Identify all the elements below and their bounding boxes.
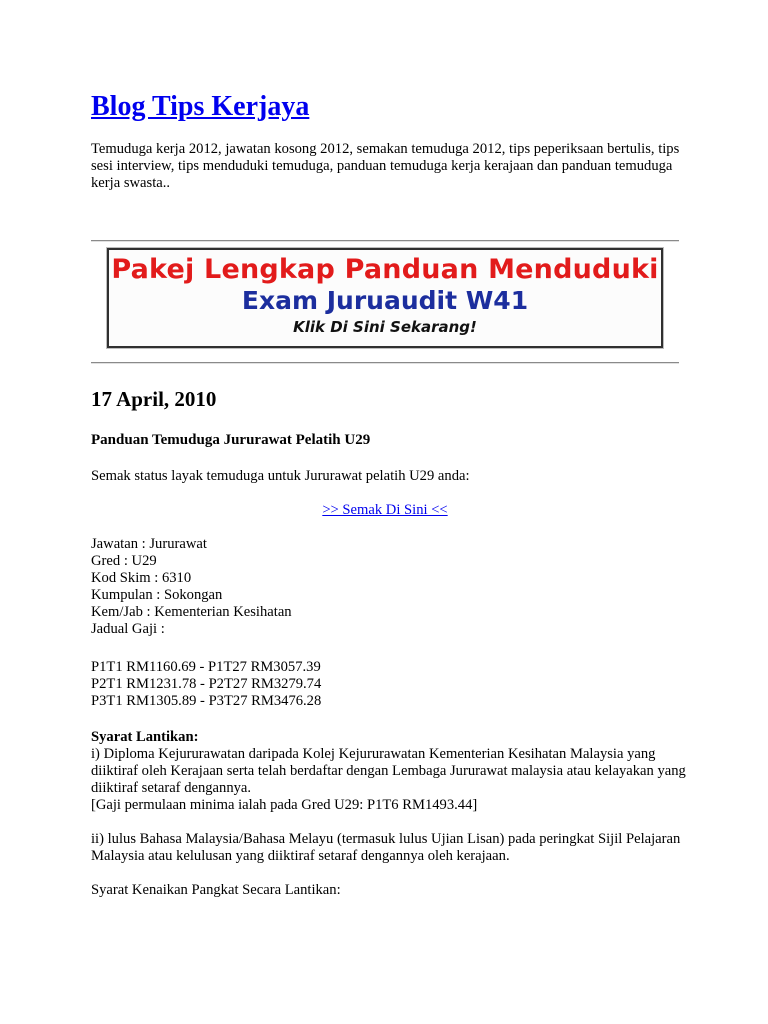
requirement-2: ii) lulus Bahasa Malaysia/Bahasa Melayu (termasuk lulus Ujian Lisan) pada peringkat Sijil Pelajaran Malaysia atau kelulusan yang diiktiraf setaraf dengannya oleh kerajaan. <box>91 831 681 864</box>
requirement-1-note: [Gaji permulaan minima ialah pada Gred U29: P1T6 RM1493.44] <box>91 797 478 813</box>
check-status-link[interactable]: >> Semak Di Sini << <box>322 502 448 518</box>
banner-line-3: Klik Di Sini Sekarang! <box>293 318 477 336</box>
fact-grade: Gred : U29 <box>91 553 157 569</box>
post-date: 17 April, 2010 <box>91 387 217 411</box>
divider-top <box>91 240 679 242</box>
check-link-paragraph <box>91 502 679 519</box>
fact-salary-table: Jadual Gaji : <box>91 621 165 637</box>
post-intro: Semak status layak temuduga untuk Jururawat pelatih U29 anda: <box>91 468 470 484</box>
job-facts <box>91 536 292 638</box>
requirements-section <box>91 729 691 814</box>
fact-position: Jawatan : Jururawat <box>91 536 207 552</box>
blog-title-link[interactable]: Blog Tips Kerjaya <box>91 91 310 122</box>
promo-banner[interactable] <box>107 248 663 348</box>
salary-row: P2T1 RM1231.78 - P2T27 RM3279.74 <box>91 676 322 692</box>
requirement-1: i) Diploma Kejururawatan daripada Kolej Kejururawatan Kementerian Kesihatan Malaysia yang diiktiraf oleh Kerajaan serta telah berdaftar dengan Lembaga Jururawat malaysia atau kelayakan yang diiktiraf setaraf dengannya. <box>91 746 686 796</box>
fact-ministry: Kem/Jab : Kementerian Kesihatan <box>91 604 292 620</box>
salary-row: P3T1 RM1305.89 - P3T27 RM3476.28 <box>91 693 322 709</box>
fact-scheme-code: Kod Skim : 6310 <box>91 570 192 586</box>
divider-bottom <box>91 362 679 364</box>
banner-line-2: Exam Juruaudit W41 <box>241 286 529 315</box>
blog-description: Temuduga kerja 2012, jawatan kosong 2012, semakan temuduga 2012, tips peperiksaan bertulis, tips sesi interview, tips menduduki temuduga, panduan temuduga kerja kerajaan dan panduan temuduga kerja swasta.. <box>91 141 680 191</box>
salary-row: P1T1 RM1160.69 - P1T27 RM3057.39 <box>91 659 321 675</box>
requirements-heading: Syarat Lantikan: <box>91 729 199 745</box>
post-title: Panduan Temuduga Jururawat Pelatih U29 <box>91 432 371 448</box>
blog-title <box>91 90 309 124</box>
banner-line-1: Pakej Lengkap Panduan Menduduki <box>111 254 659 285</box>
salary-list <box>91 659 321 710</box>
promotion-heading: Syarat Kenaikan Pangkat Secara Lantikan: <box>91 882 341 898</box>
fact-group: Kumpulan : Sokongan <box>91 587 223 603</box>
